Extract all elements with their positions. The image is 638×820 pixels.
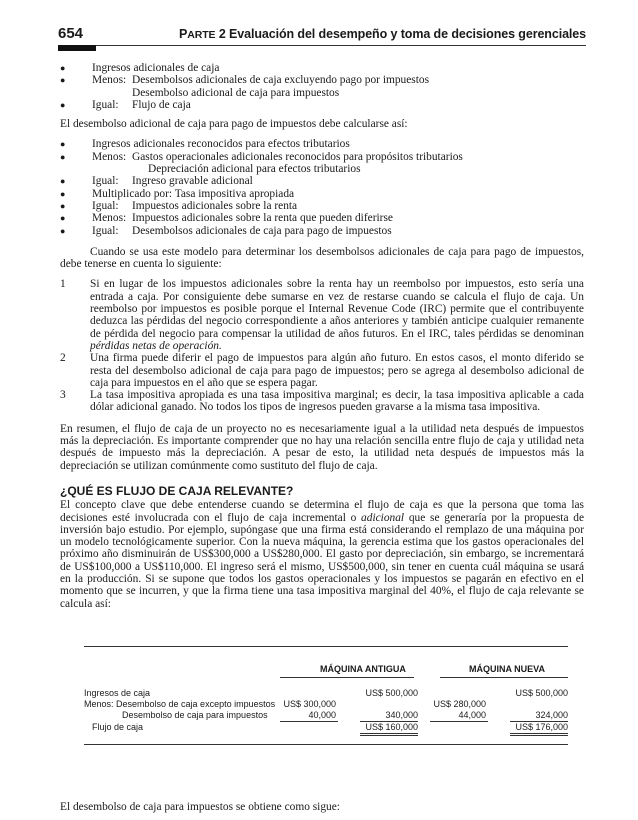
list-item <box>60 175 584 187</box>
numbered-item: 3 La tasa impositiva apropiada es una tasa impositiva marginal; es decir, la tasa impositiva aplicable a cada dólar adicional ganado. No todos los tipos de ingresos pueden gravarse a la misma tasa impositiva. <box>60 389 584 414</box>
paragraph: En resumen, el flujo de caja de un proyecto no es necesariamente igual a la utilidad neta después de impuestos más la depreciación. Es importante comprender que no hay una relación sencilla entre flujo de caja y utilidad neta después de impuesto más la depreciación. A pesar de esto, la utilidad neta después de impuestos más la depreciación se utilizan comúnmente como sustituto del flujo de caja. <box>60 422 584 472</box>
list-label: Igual: <box>92 175 119 188</box>
section-heading: ¿QUÉ ES FLUJO DE CAJA RELEVANTE? <box>60 483 294 498</box>
emphasis: pérdidas netas de operación. <box>90 339 222 352</box>
closing-paragraph: El desembolso de caja para impuestos se obtiene como sigue: <box>60 801 340 813</box>
list-item <box>60 188 584 200</box>
total-rule <box>510 735 568 736</box>
page-number: 654 <box>58 25 84 42</box>
table-bottom-rule <box>84 744 568 745</box>
cell-value: US$ 160,000 <box>365 722 418 732</box>
part-rest: ARTE <box>187 29 216 41</box>
list-text: Ingresos adicionales de caja <box>92 62 220 74</box>
cell-value: US$ 500,000 <box>365 688 418 698</box>
list-label: Igual: <box>92 224 119 237</box>
cash-flow-list <box>60 62 584 111</box>
paragraph: Cuando se usa este modelo para determinar los desembolsos adicionales de caja para pago de impuestos, debe tenerse en cuenta lo siguiente: <box>60 245 584 271</box>
table-top-rule <box>84 646 568 647</box>
part-title <box>179 27 586 41</box>
cell-value: US$ 176,000 <box>515 722 568 732</box>
total-rule <box>360 733 418 734</box>
emphasis: adicional <box>361 511 405 524</box>
list-item <box>60 62 584 74</box>
cell-value: 40,000 <box>308 710 336 720</box>
item-number: 3 <box>60 389 66 402</box>
list-text: Flujo de caja <box>132 98 191 111</box>
list-item <box>60 99 584 111</box>
col-header-new-rule <box>440 677 568 678</box>
list-text: Desembolsos adicionales de caja excluyendo pago por impuestos <box>132 74 430 87</box>
list-label: Igual: <box>92 98 119 111</box>
total-rule <box>360 735 418 736</box>
list-text: Ingresos adicionales reconocidos para efectos tributarios <box>92 138 350 151</box>
list-text: Tasa impositiva apropiada <box>174 187 295 200</box>
list-label: Multiplicado por: <box>92 187 173 200</box>
paragraph: El concepto clave que debe entenderse cuando se determina el flujo de caja es que la persona que toma las decisiones esté involucrada con el flujo de caja incremental o adicional que se generaría por la propuesta de inversión bajo estudio. Por ejemplo, supóngase que una firma está considerando el remplazo de una máquina por un modelo tecnológicamente superior. Con la nueva máquina, la gerencia estima que los gastos operacionales del próximo año disminuirán de US$300,000 a US$280,000. El gasto por depreciación, sin embargo, se incrementará de US$100,000 a US$110,000. El ingreso será el mismo, US$500,000, sin tener en cuenta cuál máquina se usará en la producción. Si se supone que todos los gastos operacionales y los impuestos se pagarán en efectivo en el momento que se incurren, y que la firma tiene una tasa impositiva marginal del 40%, el flujo de caja relevante se calcula así: <box>60 499 584 610</box>
list-item <box>60 138 584 150</box>
part-title-text: 2 Evaluación del desempeño y toma de decisiones gerenciales <box>218 27 586 41</box>
header-marker <box>58 45 96 51</box>
body-text <box>60 62 584 610</box>
row-label: Flujo de caja <box>92 722 144 732</box>
cell-value: 324,000 <box>535 710 568 720</box>
list-item <box>60 74 584 86</box>
cell-value: US$ 280,000 <box>433 699 486 709</box>
paragraph: El desembolso adicional de caja para pago de impuestos debe calcularse así: <box>60 118 408 131</box>
total-rule <box>510 733 568 734</box>
numbered-list <box>60 278 584 413</box>
col-header-old-rule <box>280 677 414 678</box>
list-text: Gastos operacionales adicionales reconocidos para propósitos tributarios <box>132 150 463 163</box>
list-item <box>60 151 584 163</box>
tax-calc-list <box>60 138 584 236</box>
list-text: Impuestos adicionales sobre la renta que pueden diferirse <box>132 212 393 225</box>
cell-value: US$ 300,000 <box>283 699 336 709</box>
list-item <box>60 212 584 224</box>
header-rule <box>58 45 586 46</box>
list-item <box>60 225 584 237</box>
numbered-item: 1 Si en lugar de los impuestos adicionales sobre la renta hay un reembolso por impuestos, esto sería una entrada a caja. Por consiguiente debe sumarse en vez de restarse cuando se calcula el flujo de caja. Un reembolso por impuestos es posible porque el Internal Revenue Code (IRC) permite que el contribuyente deduzca las pérdidas del negocio correspondiente a años anteriores y también anticipe cualquier remanente de pérdida del negocio para compensar la utilidad de años futuros. En el IRC, tales pérdidas se denominan pérdidas netas de operación. <box>60 278 584 352</box>
list-item <box>60 200 584 212</box>
row-label: Desembolso de caja para impuestos <box>122 710 268 720</box>
col-header-old: MÁQUINA ANTIGUA <box>320 664 406 674</box>
running-header <box>58 25 586 43</box>
list-label: Menos: <box>92 150 127 163</box>
item-number: 1 <box>60 278 66 291</box>
row-label: Menos: Desembolso de caja excepto impuestos <box>84 699 276 709</box>
cell-value: 44,000 <box>458 710 486 720</box>
subtotal-rule <box>430 721 488 722</box>
list-text: Impuestos adicionales sobre la renta <box>132 199 298 212</box>
list-label: Menos: <box>92 74 127 87</box>
cell-value: 340,000 <box>385 710 418 720</box>
item-number: 2 <box>60 352 66 365</box>
list-label: Menos: <box>92 212 127 225</box>
list-text: Desembolsos adicionales de caja para pago de impuestos <box>132 224 392 237</box>
col-header-new: MÁQUINA NUEVA <box>469 664 545 674</box>
part-cap: P <box>179 27 188 41</box>
list-label: Igual: <box>92 199 119 212</box>
cell-value: US$ 500,000 <box>515 688 568 698</box>
list-continuation: Desembolso adicional de caja para impuestos <box>132 86 340 99</box>
row-label: Ingresos de caja <box>84 688 151 698</box>
list-text: Ingreso gravable adicional <box>132 175 253 188</box>
numbered-item: 2 Una firma puede diferir el pago de impuestos para algún año futuro. En estos casos, el monto diferido se resta del desembolso adicional de caja para pago de impuestos; pero se agrega al desembolso adicional de caja para impuestos en el año que se espera pagar. <box>60 352 584 389</box>
list-continuation: Depreciación adicional para efectos tributarios <box>148 163 361 176</box>
subtotal-rule <box>280 721 338 722</box>
